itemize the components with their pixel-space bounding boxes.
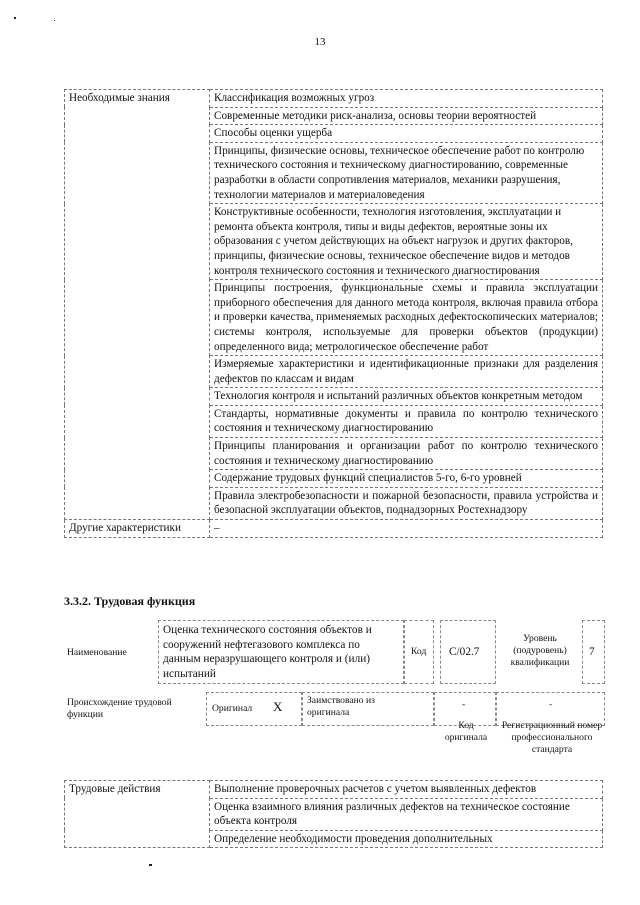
knowledge-item: Классификация возможных угроз (210, 90, 603, 108)
name-label: Наименование (67, 647, 127, 658)
code-label-box (404, 620, 434, 684)
knowledge-item: Современные методики риск-анализа, основы теории вероятностей (210, 107, 603, 125)
scan-speck (149, 864, 152, 866)
knowledge-item: Принципы построения, функциональные схемы и правила эксплуатации приборного обеспечения для данного метода контроля, включая правила отбора и проверки качества, применяемых расходных дефектоскопических материалов; системы контроля, используемые для проверки объектов (продукции) определенного вида; метрологическое обеспечение работ (210, 280, 603, 356)
actions-label: Трудовые действия (65, 781, 210, 848)
knowledge-item: Содержание трудовых функций специалистов 5-го, 6-го уровней (210, 470, 603, 488)
knowledge-item: Конструктивные особенности, технология изготовления, эксплуатации и ремонта объекта контроля, типы и виды дефектов, вероятные зоны их образования с учетом действующих на объект нагрузок и других факторов, принципы, физические основы, техническое обеспечение видов и методов контроля технического состояния и технического диагностирования (210, 204, 603, 280)
level-value-box (582, 620, 605, 684)
section-title: 3.3.2. Трудовая функция (64, 594, 196, 608)
knowledge-item: Принципы планирования и организации работ по контролю технического состояния и техническому диагностированию (210, 438, 603, 470)
actions-table (64, 780, 603, 848)
original-mark: X (273, 699, 283, 714)
page-number: 13 (314, 36, 326, 48)
action-item: Выполнение проверочных расчетов с учетом выявленных дефектов (210, 781, 603, 799)
code-label: Код (411, 646, 427, 657)
reg-number-label: Регистрационный номер профессионального стандарта (501, 720, 603, 755)
origin-code-dash: - (462, 699, 466, 710)
other-value: – (210, 520, 603, 538)
action-item: Оценка взаимного влияния различных дефектов на техническое состояние объекта контроля (210, 798, 603, 830)
reg-number-dash: - (549, 699, 553, 710)
table-row (65, 781, 603, 799)
other-label: Другие характеристики (65, 520, 210, 538)
knowledge-item: Правила электробезопасности и пожарной безопасности, правила устройства и безопасной эксплуатации объектов, поднадзорных Ростехнадзору (210, 487, 603, 519)
action-item: Определение необходимости проведения дополнительных (210, 830, 603, 848)
table-row (65, 520, 603, 538)
table-row (65, 90, 603, 108)
knowledge-item: Принципы, физические основы, техническое обеспечение работ по контролю технического состояния и техническому диагностированию, современные разработки в области сопротивления материалов, механики разрушения, технологии материалов и материаловедения (210, 142, 603, 203)
original-box (206, 692, 302, 726)
scan-speck (14, 17, 16, 19)
knowledge-item: Технология контроля и испытаний различных объектов конкретным методом (210, 388, 603, 406)
function-name: Оценка технического состояния объектов и сооружений нефтегазового комплекса по данным неразрушающего контроля и (или) испытаний (163, 624, 372, 680)
knowledge-item: Измеряемые характеристики и идентификационные признаки для разделения дефектов по классам и видам (210, 356, 603, 388)
knowledge-item: Способы оценки ущерба (210, 125, 603, 143)
scan-speck (54, 20, 55, 21)
level-value: 7 (589, 646, 595, 658)
code-value-box (440, 620, 496, 684)
knowledge-item: Стандарты, нормативные документы и правила по контролю технического состояния и техническому диагностированию (210, 405, 603, 437)
borrowed-label: Заимствовано из оригинала (307, 695, 375, 718)
code-original-label: Код оригинала (444, 720, 488, 743)
name-box (158, 620, 404, 684)
borrowed-box (302, 692, 434, 726)
original-label: Оригинал (212, 703, 253, 714)
level-label: Уровень (подуровень) квалификации (510, 633, 570, 668)
code-value: C/02.7 (449, 646, 480, 658)
knowledge-table (64, 89, 603, 538)
knowledge-label: Необходимые знания (65, 90, 210, 520)
origin-label: Происхождение трудовой функции (67, 697, 172, 720)
